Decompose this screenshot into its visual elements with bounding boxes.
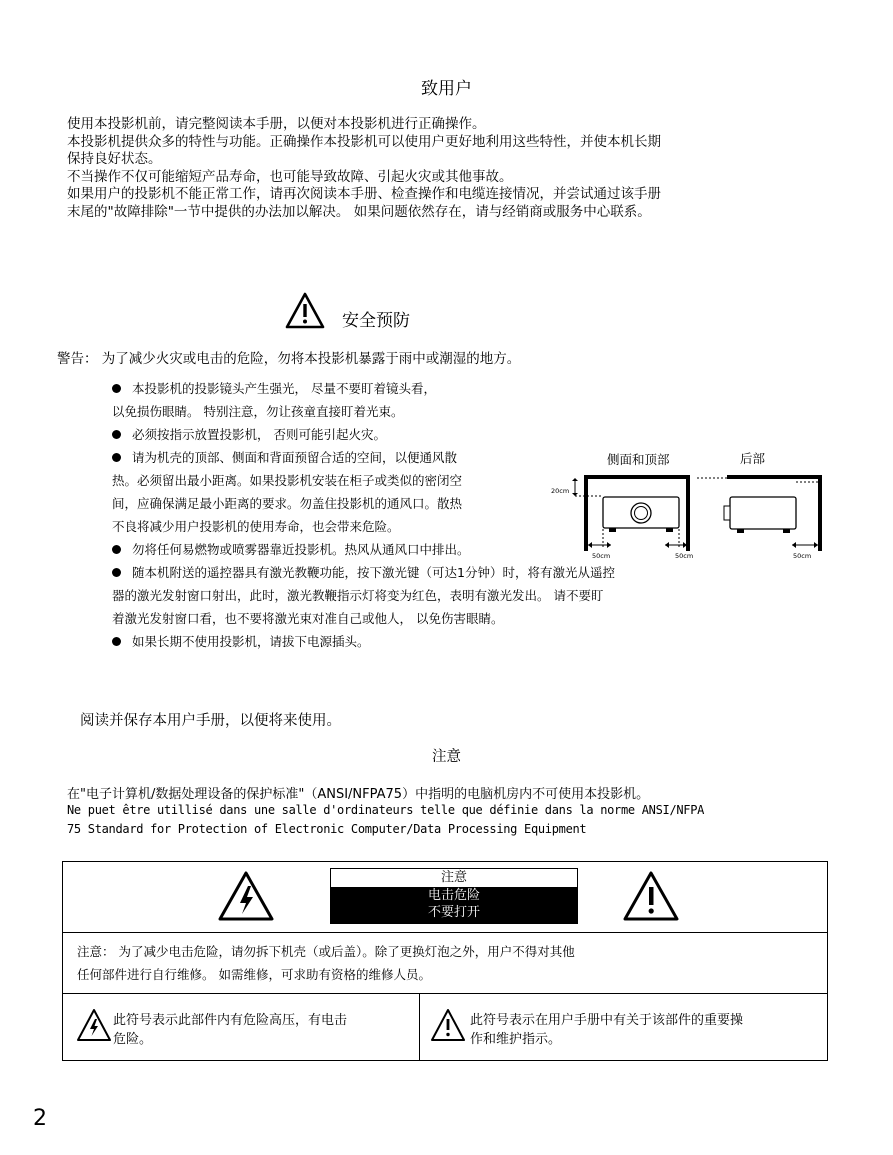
- keep-manual-note: 阅读并保存本用户手册，以便将来使用。: [80, 713, 341, 729]
- notice-line: 在"电子计算机/数据处理设备的保护标准"（ANSI/NFPA75）中指明的电脑机房内不可使用本投影机。: [67, 787, 650, 802]
- clearance-diagram: [545, 445, 835, 565]
- dim-top-label: 20cm: [551, 487, 570, 495]
- safety-bullet: [112, 450, 457, 466]
- page-number: 2: [33, 1106, 47, 1131]
- safety-warning: 警告： 为了减少火灾或电击的危险，勿将本投影机暴露于雨中或潮湿的地方。: [57, 351, 521, 367]
- safety-title: 安全预防: [342, 311, 410, 331]
- safety-bullet-cont: 器的激光发射窗口射出，此时，激光教鞭指示灯将变为红色，表明有激光发出。 请不要盯: [112, 588, 604, 603]
- warning-triangle-icon: [285, 292, 325, 329]
- intro-line: 不当操作不仅可能缩短产品寿命，也可能导致故障、引起火灾或其他事故。: [67, 168, 513, 185]
- dim-left-label: 50cm: [592, 552, 611, 560]
- electric-shock-symbol-icon: [76, 1008, 112, 1042]
- bullet-text: 本投影机的投影镜头产生强光， 尽量不要盯着镜头看，: [132, 381, 436, 396]
- exclamation-symbol-icon: [430, 1008, 466, 1042]
- bullet-text: 必须按指示放置投影机， 否则可能引起火灾。: [132, 427, 386, 442]
- safety-bullet-cont: 热。必须留出最小距离。如果投影机安装在柜子或类似的密闭空: [112, 473, 463, 488]
- bullet-text: 请为机壳的顶部、侧面和背面预留合适的空间，以便通风散: [132, 450, 458, 465]
- safety-bullet: [112, 634, 370, 650]
- dim-mid-label: 50cm: [675, 552, 694, 560]
- diagram-label-rear: 后部: [740, 451, 766, 466]
- caution-label: [330, 868, 578, 924]
- caution-label-line: 不要打开: [427, 905, 480, 920]
- page-title: 致用户: [421, 79, 472, 99]
- electric-shock-triangle-icon: [217, 870, 275, 922]
- safety-bullet-cont: 着激光发射窗口看，也不要将激光束对准自己或他人， 以免伤害眼睛。: [112, 611, 504, 626]
- bullet-text: 如果长期不使用投影机，请拔下电源插头。: [132, 634, 370, 649]
- caution-label-warning: [331, 887, 577, 923]
- intro-line: 本投影机提供众多的特性与功能。正确操作本投影机可以使用户更好地利用这些特性，并使本机长期: [67, 133, 661, 150]
- bullet-icon: [112, 637, 121, 646]
- caution-label-line: 电击危险: [427, 888, 480, 903]
- safety-bullet-cont: 不良将减少用户投影机的使用寿命，也会带来危险。: [112, 519, 400, 534]
- bullet-icon: [112, 545, 121, 554]
- intro-line: 保持良好状态。: [67, 151, 162, 167]
- intro-line: 使用本投影机前，请完整阅读本手册，以便对本投影机进行正确操作。: [67, 116, 486, 132]
- safety-bullet-cont: 间，应确保满足最小距离的要求。勿盖住投影机的通风口。散热: [112, 496, 463, 511]
- bullet-text: 随本机附送的遥控器具有激光教鞭功能，按下激光键（可达1分钟）时，将有激光从遥控: [132, 565, 615, 580]
- bullet-icon: [112, 384, 121, 393]
- intro-line: 末尾的"故障排除"一节中提供的办法加以解决。 如果问题依然存在，请与经销商或服务中心联系。: [67, 203, 651, 220]
- symbol-right-line: 作和维护指示。: [470, 1032, 562, 1047]
- safety-bullet: [112, 427, 386, 443]
- bullet-icon: [112, 568, 121, 577]
- notice-line-en: 75 Standard for Protection of Electronic Computer/Data Processing Equipment: [67, 822, 587, 836]
- safety-bullet: [112, 565, 615, 581]
- safety-bullet-cont: 以免损伤眼睛。 特别注意，勿让孩童直接盯着光束。: [112, 404, 404, 419]
- symbol-left-line: 危险。: [113, 1032, 153, 1047]
- caution-text-line: 任何部件进行自行维修。 如需维修，可求助有资格的维修人员。: [77, 967, 431, 982]
- bullet-icon: [112, 453, 121, 462]
- caution-text-line: 注意： 为了减少电击危险，请勿拆下机壳（或后盖）。除了更换灯泡之外，用户不得对其他: [77, 944, 575, 959]
- caution-label-title: 注意: [331, 869, 577, 887]
- symbol-right-line: 此符号表示在用户手册中有关于该部件的重要操: [470, 1013, 744, 1028]
- safety-bullet: [112, 381, 436, 397]
- notice-title: 注意: [432, 749, 461, 765]
- exclamation-triangle-icon: [622, 870, 680, 922]
- dim-right-label: 50cm: [793, 552, 812, 560]
- bullet-text: 勿将任何易燃物或喷雾器靠近投影机。热风从通风口中排出。: [132, 542, 470, 557]
- safety-bullet: [112, 542, 470, 558]
- symbol-left-line: 此符号表示此部件内有危险高压，有电击: [113, 1013, 348, 1028]
- bullet-icon: [112, 430, 121, 439]
- notice-line-fr: Ne puet être utillisé dans une salle d'ordinateurs telle que définie dans la norme ANSI/NFPA: [67, 803, 705, 817]
- diagram-label-side-top: 侧面和顶部: [607, 452, 670, 467]
- intro-line: 如果用户的投影机不能正常工作，请再次阅读本手册、检查操作和电缆连接情况，并尝试通过该手册: [67, 186, 661, 202]
